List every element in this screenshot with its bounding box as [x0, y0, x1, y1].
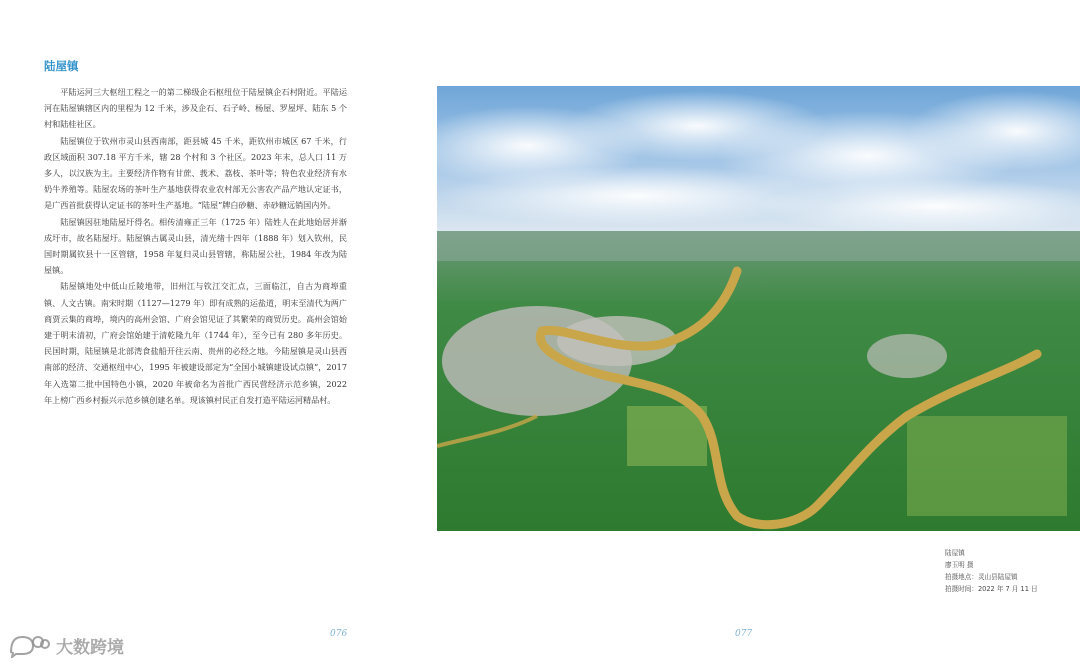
- watermark-text: 大数跨境: [56, 637, 124, 658]
- caption-title: 陆屋镇: [945, 549, 965, 557]
- paragraph: 陆屋镇位于钦州市灵山县西南部，距县城 45 千米，距钦州市城区 67 千米，行政区域面积 307.18 平方千米，辖 28 个村和 3 个社区。2023 年末，总人口 11 万多人，以汉族为主。主要经济作物有甘蔗、莪术、荔枝、茶叶等；特色农业经济有水奶牛养殖等。陆屋农场的茶叶生产基地获得农业农村部无公害农产品产地认定证书，是广西首批获得认定证书的茶叶生产基地。“陆屋”牌白砂糖、赤砂糖远销国内外。: [44, 135, 347, 211]
- photo-caption: [945, 547, 1038, 595]
- watermark: [8, 630, 124, 660]
- aerial-photo-river-town-icon: [437, 86, 1080, 531]
- caption-time: 拍摄时间：2022 年 7 月 11 日: [945, 585, 1038, 593]
- paragraph: 陆屋镇因驻地陆屋圩得名。相传清雍正三年（1725 年）陆姓人在此地始居并渐成圩市，故名陆屋圩。陆屋镇古属灵山县，清光绪十四年（1888 年）划入钦州，民国时期属钦县十一区管辖，1958 年复归灵山县管辖，称陆屋公社，1984 年改为陆屋镇。: [44, 216, 347, 276]
- page-number-right: 077: [735, 629, 753, 639]
- caption-location: 拍摄地点：灵山县陆屋镇: [945, 573, 1018, 581]
- paragraph: 陆屋镇地处中低山丘陵地带，旧州江与钦江交汇点，三面临江，自古为商埠重镇、人文古镇。南宋时期（1127—1279 年）即有成熟的运盐道，明末至清代为两广商贾云集的商埠，境内的高州会馆、广府会馆见证了其繁荣的商贸历史。高州会馆始建于明末清初，广府会馆始建于清乾隆九年（1744 年），至今已有 280 多年历史。民国时期，陆屋镇是北部湾食盐船开往云南、贵州的必经之地。今陆屋镇是灵山县西南部的经济、交通枢纽中心，1995 年被建设部定为“全国小城镇建设试点镇”，2017 年入选第二批中国特色小镇，2020 年被命名为首批广西民营经济示范乡镇，2022 年上榜广西乡村振兴示范乡镇创建名单。现该镇村民正自发打造平陆运河精品村。: [44, 281, 347, 405]
- caption-author: 廖玉明 摄: [945, 561, 974, 569]
- paragraph: 平陆运河三大枢纽工程之一的第二梯级企石枢纽位于陆屋镇企石村附近。平陆运河在陆屋镇辖区内的里程为 12 千米，涉及企石、石子岭、杨屋、罗屋坪、陆东 5 个村和陆桂社区。: [44, 87, 347, 130]
- page-number-left: 076: [330, 629, 348, 639]
- logo-bubble-icon: [8, 632, 50, 658]
- aerial-photo: [437, 86, 1080, 531]
- section-title: 陆屋镇: [44, 59, 79, 73]
- body-text: [44, 84, 347, 408]
